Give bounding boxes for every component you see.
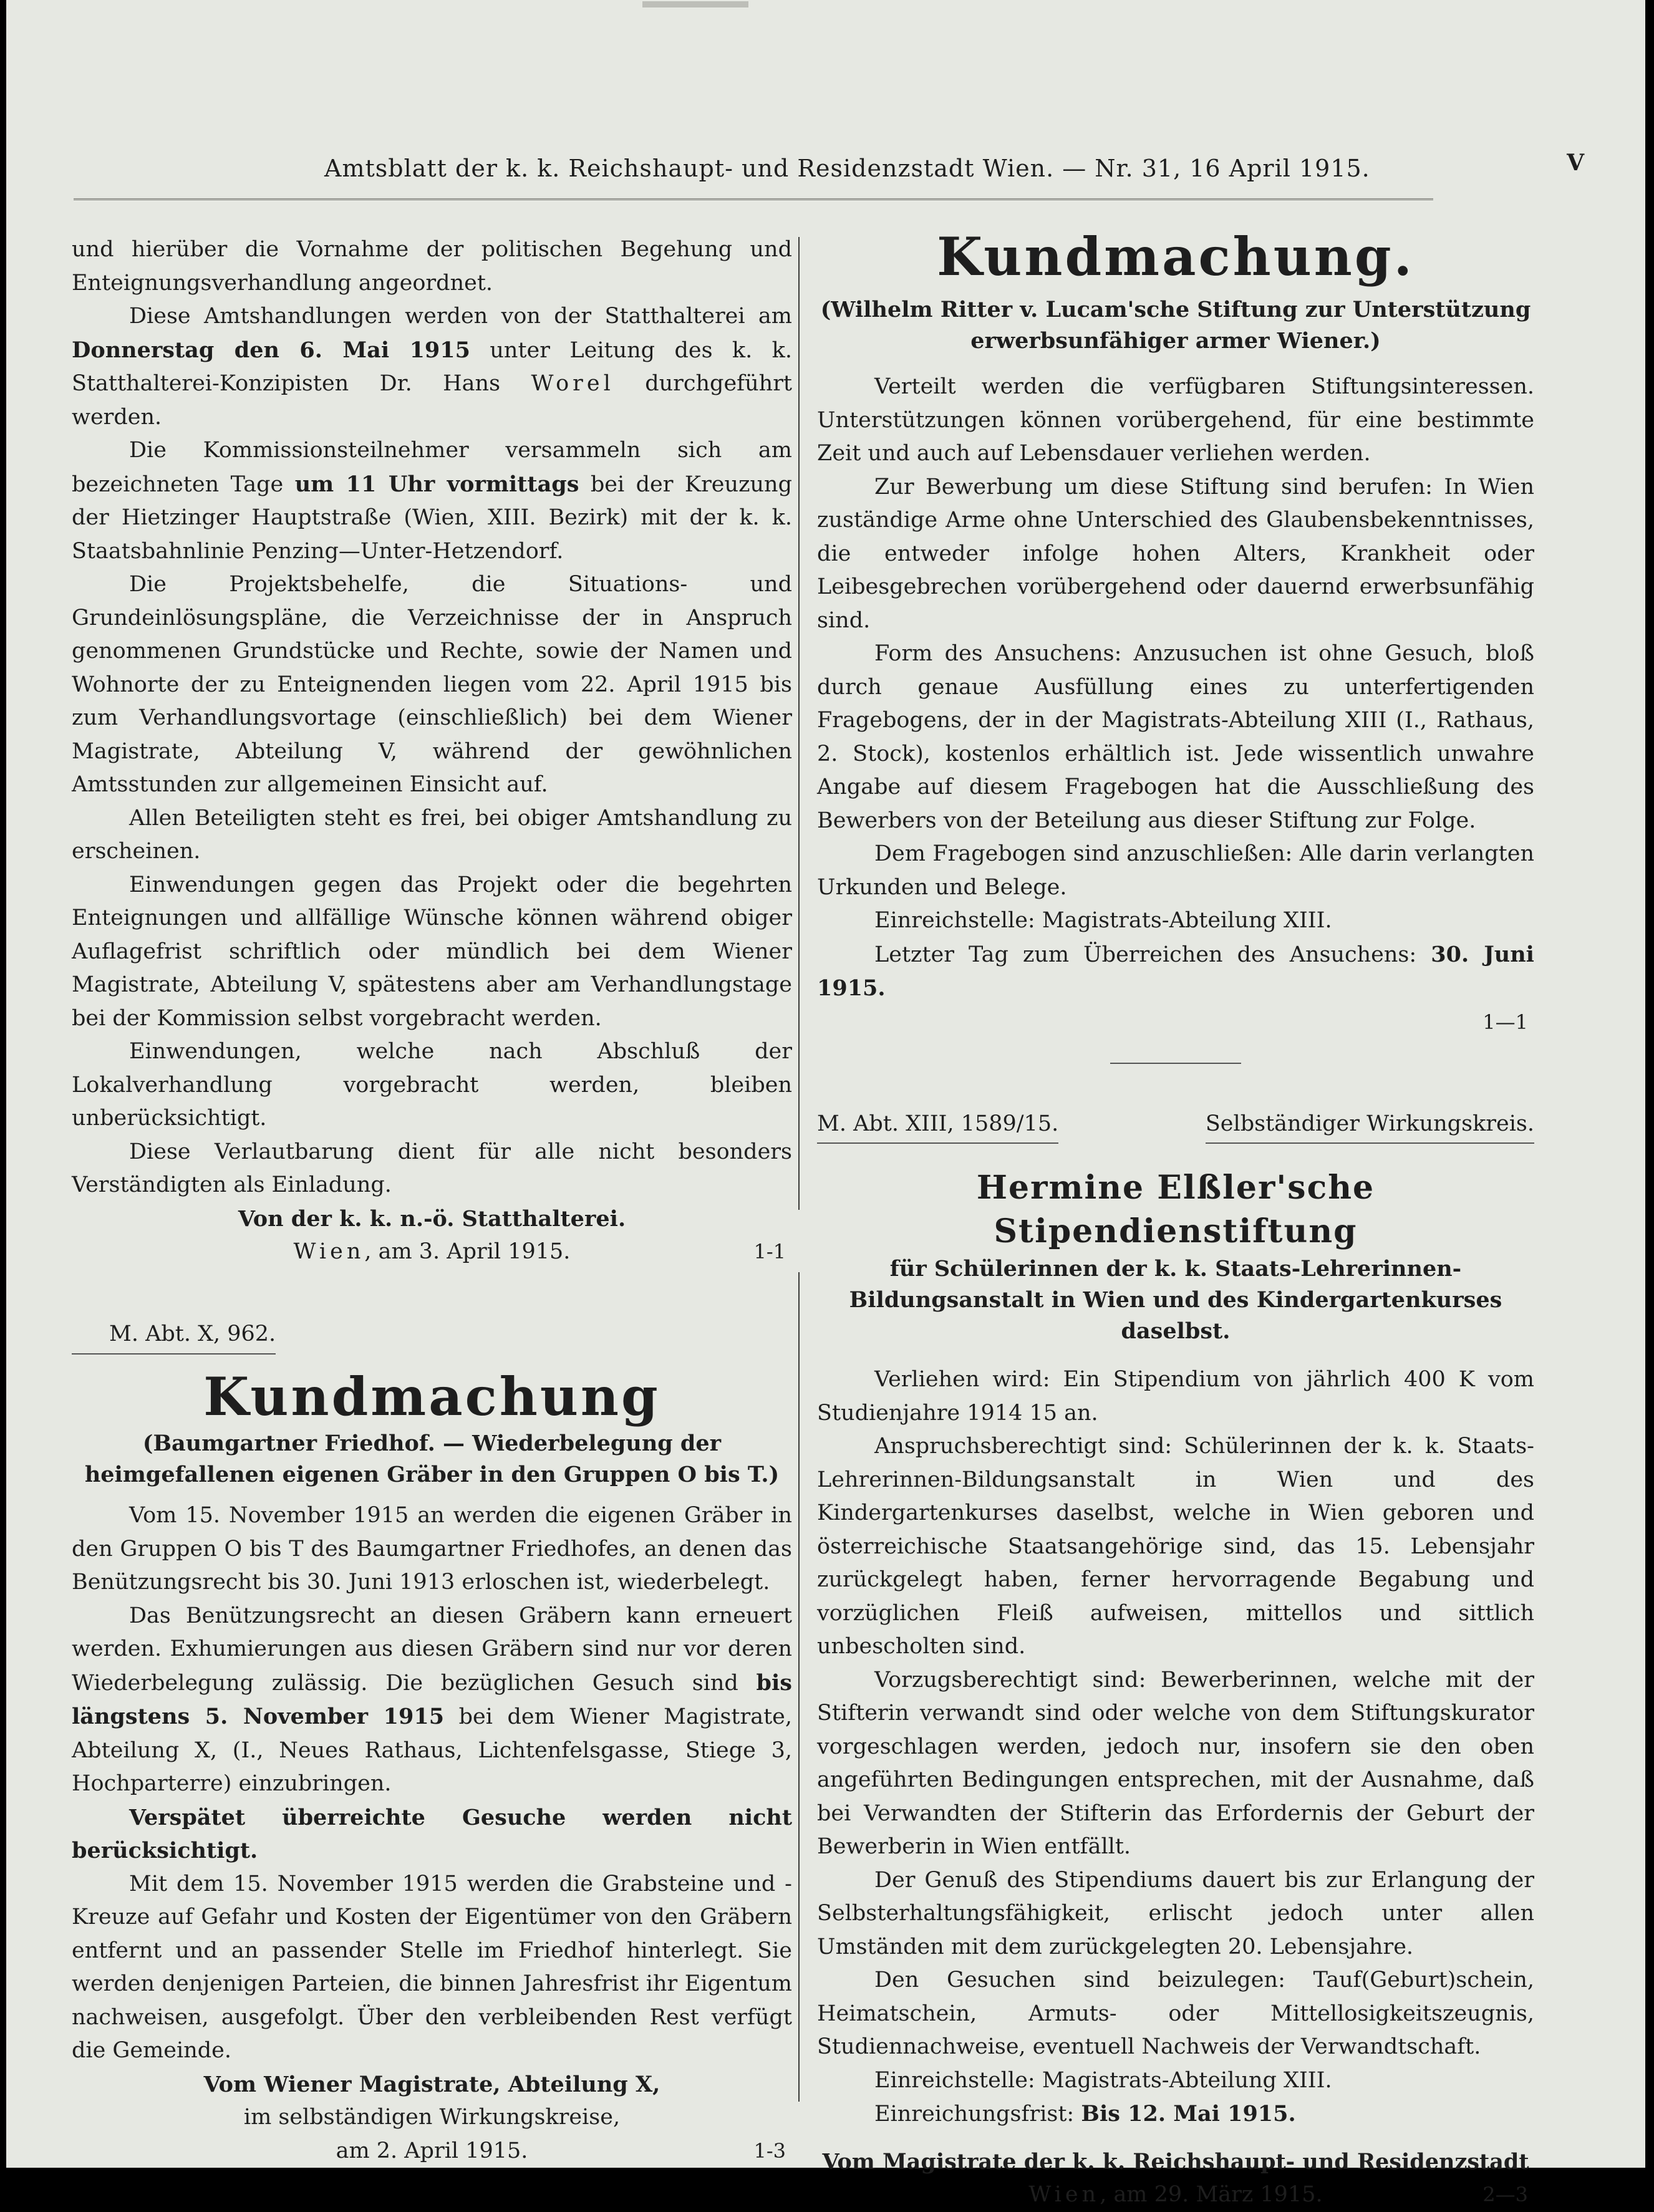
paragraph: Form des Ansuchens: Anzusuchen ist ohne Gesuch, bloß durch genaue Ausfüllung eines zu unterfertigenden Fragebogens, der in der Magistrats-Abteilung XIII (I., Rathaus, 2. Stock), kostenlos erhältlich ist. Jede wissentlich unwahre Angabe auf diesem Fragebogen hat die Ausschließung des Bewerbers von der Beteilung aus dieser Stiftung zur Folge. [817,641,1534,833]
paragraph [72,300,792,434]
notice-title: Kundmachung. [937,226,1415,287]
paragraph: Einwendungen gegen das Projekt oder die begehrten Enteignungen und allfällige Wünsche können während obiger Auflagefrist schriftlich oder mündlich bei dem Wiener Magistrate, Abteilung V, spätestens aber am Verhandlungstage bei der Kommission selbst vorgebracht werden. [72,872,792,1031]
left-column [72,233,792,2168]
paragraph: Verliehen wird: Ein Stipendium von jährlich 400 K vom Studienjahre 1914 15 an. [817,1367,1534,1426]
paragraph: Einreichstelle: Magistrats-Abteilung XIII. [874,2067,1332,2093]
baumgartner-notice [72,1318,792,2168]
top-edge-strip [642,1,748,7]
paragraph: Zur Bewerbung um diese Stiftung sind berufen: In Wien zuständige Arme ohne Unterschied des Glaubensbekenntnisses, die entweder infolge hohen Alters, Krankheit oder Leibesgebrechen vorübergehend oder dauernd erwerbsunfähig sind. [817,474,1534,633]
paragraph [817,938,1534,1006]
text: durchgeführt werden. [72,371,792,430]
reference-row [817,1108,1534,1144]
lucam-foundation-notice [817,226,1534,1064]
header-title: Amtsblatt der k. k. Reichshaupt- und Residenzstadt Wien. — Nr. 31, 16 April 1915. [324,155,1370,182]
paragraph-bold: Verspätet überreichte Gesuche werden nicht berücksichtigt. [72,1804,792,1863]
notice-title: Hermine Elßler'sche Stipendienstiftung [976,1169,1375,1250]
deadline-bold: Bis 12. Mai 1915. [1081,2101,1296,2127]
signature-date: am 2. April 1915. [336,2138,528,2163]
signature-date-row [72,1235,792,1269]
paragraph: Die Projektsbehelfe, die Situations- und Grundeinlösungspläne, die Verzeichnisse der in Anspruch genommenen Grundstücke und Rechte, sowie der Namen und Wohnorte der zu Enteignenden liegen vom 22. April 1915 bis zum Verhandlungsvortage (einschließlich) bei dem Wiener Magistrate, Abteilung V, während der gewöhnlichen Amtsstunden zur allgemeinen Einsicht auf. [72,572,792,797]
signature-date: , am 29. März 1915. [1100,2182,1323,2207]
reference-number: M. Abt. X, 962. [72,1318,276,1355]
date-bold: Donnerstag den 6. Mai 1915 [72,337,470,363]
scope-label: Selbständiger Wirkungskreis. [1206,1108,1534,1144]
signature-date-row [72,2135,792,2168]
reference-number: M. Abt. XIII, 1589/15. [817,1108,1058,1144]
text: Das Benützungsrecht an diesen Gräbern kann erneuert werden. Exhumierungen aus diesen Gräbern sind nur vor deren Wiederbelegung zulässig. Die bezüglichen Gesuch sind [72,1603,792,1696]
paragraph [72,1600,792,1801]
paragraph: Vorzugsberechtigt sind: Bewerberinnen, welche mit der Stifterin verwandt sind oder welche von dem Stiftungskurator vorgeschlagen werden, jedoch nur, insofern sie den oben angeführten Bedingungen entsprechen, mit der Ausnahme, daß bei Verwandten der Stifterin das Erfordernis der Geburt der Bewerberin in Wien entfällt. [817,1667,1534,1859]
signature-city: Wien [293,1239,365,1264]
deadline-bold: bis längstens 5. November 1915 [72,1669,792,1729]
text: Die Kommissionsteilnehmer versammeln sich am bezeichneten Tage [72,438,792,497]
paragraph [817,2097,1534,2132]
expropriation-notice [72,233,792,1269]
separator-rule [1110,1063,1241,1064]
signature-authority: Vom Magistrate der k. k. Reichshaupt- und Residenzstadt [822,2148,1529,2175]
paragraph: und hierüber die Vornahme der politischen Begehung und Enteignungsverhandlung angeordnet. [72,237,792,296]
insertion-number: 1—1 [1482,1010,1528,1034]
paragraph: Vom 15. November 1915 an werden die eigenen Gräber in den Gruppen O bis T des Baumgartner Friedhofes, an denen das Benützungsrecht bis 30. Juni 1913 erloschen ist, wiederbelegt. [72,1503,792,1595]
text: Einreichungsfrist: [874,2102,1075,2127]
paragraph: Den Gesuchen sind beizulegen: Tauf(Geburt)schein, Heimatschein, Armuts- oder Mittellosigkeitszeugnis, Studiennachweise, eventuell Nachweis der Verwandtschaft. [817,1968,1534,2059]
notice-subtitle: (Baumgartner Friedhof. — Wiederbelegung der heimgefallenen eigenen Gräber in den Gruppen O bis T.) [84,1431,780,1487]
name-spaced: Worel [531,371,614,396]
time-bold: um 11 Uhr vormittags [294,471,579,497]
text: Diese Amtshandlungen werden von der Statthalterei am [129,304,792,329]
column-rule-lower [798,1272,800,2102]
right-column [817,226,1534,2212]
notice-subtitle: (Wilhelm Ritter v. Lucam'sche Stiftung zur Unterstützung erwerbsunfähiger armer Wiener.) [820,297,1531,354]
column-rule-upper [798,237,800,1210]
insertion-number: 1-3 [753,2138,786,2163]
signature-date: , am 3. April 1915. [364,1239,571,1264]
paragraph: Allen Beteiligten steht es frei, bei obiger Amtshandlung zu erscheinen. [72,805,792,864]
text: Letzter Tag zum Überreichen des Ansuchens: [874,942,1417,967]
page-number: V [1567,150,1584,176]
paragraph: Mit dem 15. November 1915 werden die Grabsteine und -Kreuze auf Gefahr und Kosten der Eigentümer von den Gräbern entfernt und an passender Stelle im Friedhof hinterlegt. Sie werden denjenigen Parteien, die binnen Jahresfrist ihr Eigentum nachweisen, ausgefolgt. Über den verbleibenden Rest verfügt die Gemeinde. [72,1871,792,2063]
signature-scope: im selbständigen Wirkungskreise, [243,2105,621,2130]
text: bei der Kreuzung der Hietzinger Hauptstraße (Wien, XIII. Bezirk) mit der k. k. Staatsbahnlinie Penzing—Unter-Hetzendorf. [72,471,792,564]
text: unter Leitung des k. k. Statthalterei-Konzipisten Dr. Hans [72,337,792,396]
deadline-bold: 30. Juni 1915. [817,941,1534,1001]
signature-authority: Von der k. k. n.-ö. Statthalterei. [238,1205,626,1232]
elssler-stipend-notice [817,1108,1534,2212]
signature-city: Wien [1028,2182,1100,2207]
signature-authority: Vom Wiener Magistrate, Abteilung X, [203,2071,660,2097]
paragraph: Einreichstelle: Magistrats-Abteilung XIII. [874,908,1332,933]
signature-date-row [817,2178,1534,2212]
paragraph: Anspruchsberechtigt sind: Schülerinnen der k. k. Staats-Lehrerinnen-Bildungsanstalt in Wien und des Kindergartenkurses daselbst, welche in Wien geboren und österreichische Staatsangehörige sind, das 15. Lebensjahr zurückgelegt haben, ferner hervorragende Begabung und vorzüglichen Fleiß aufweisen, mittellos und sittlich unbescholten sind. [817,1434,1534,1659]
insertion-number: 1-1 [753,1240,786,1263]
page-header [75,150,1584,192]
text: bei dem Wiener Magistrate, Abteilung X, (I., Neues Rathaus, Lichtenfelsgasse, Stiege 3, Hochparterre) einzubringen. [72,1704,792,1796]
header-rule [74,198,1433,208]
newspaper-page [6,0,1645,2207]
paragraph: Diese Verlautbarung dient für alle nicht besonders Verständigten als Einladung. [72,1139,792,1197]
notice-subtitle: für Schülerinnen der k. k. Staats-Lehrerinnen-Bildungsanstalt in Wien und des Kindergartenkurses daselbst. [849,1256,1502,1344]
paragraph [72,434,792,568]
insertion-number: 2—3 [1482,2183,1528,2206]
notice-title: Kundmachung [203,1366,660,1427]
paragraph: Verteilt werden die verfügbaren Stiftungsinteressen. Unterstützungen können vorübergehend, für eine bestimmte Zeit und auch auf Lebensdauer verliehen werden. [817,374,1534,466]
paragraph: Der Genuß des Stipendiums dauert bis zur Erlangung der Selbsterhaltungsfähigkeit, erlischt jedoch unter allen Umständen mit dem zurückgelegten 20. Lebensjahre. [817,1867,1534,1959]
paragraph: Dem Fragebogen sind anzuschließen: Alle darin verlangten Urkunden und Belege. [817,841,1534,900]
paragraph: Einwendungen, welche nach Abschluß der Lokalverhandlung vorgebracht werden, bleiben unberücksichtigt. [72,1039,792,1131]
